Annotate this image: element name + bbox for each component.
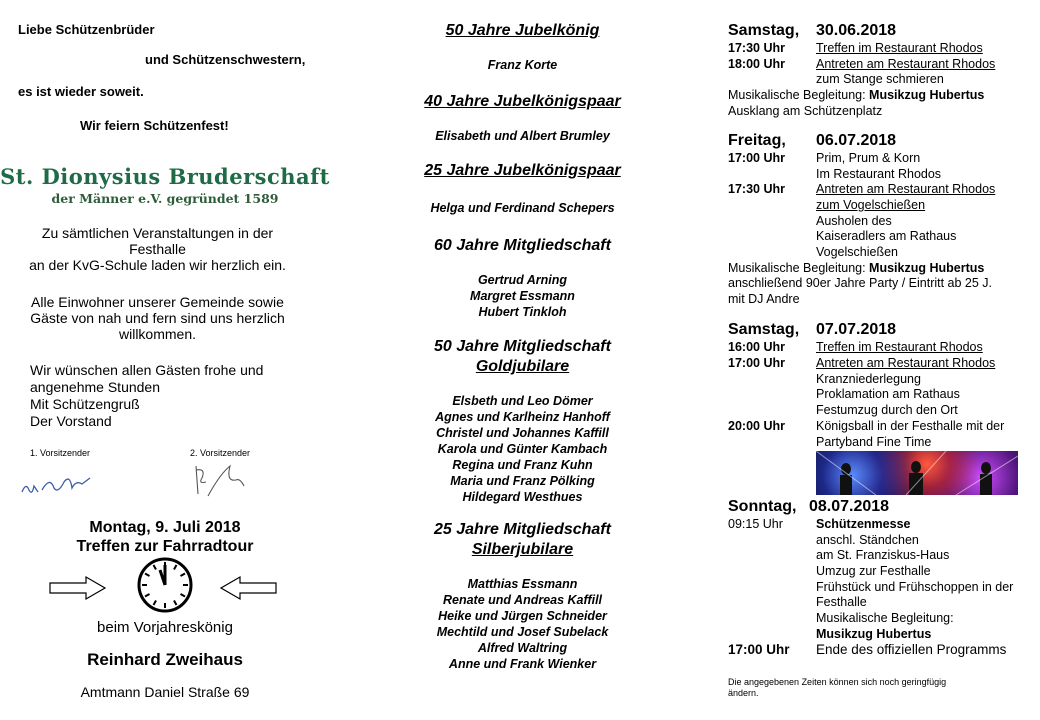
time: 17:30 Uhr <box>728 41 785 55</box>
band-photo-silhouettes <box>816 451 1018 495</box>
list-item: Mechtild und Josef Subelack <box>436 625 609 639</box>
list-item: Hildegard Westhues <box>462 490 583 504</box>
event: Umzug zur Festhalle <box>816 564 931 578</box>
list-item: Matthias Essmann <box>467 577 578 591</box>
honor-heading-5-line1: 50 Jahre Mitgliedschaft <box>434 338 611 355</box>
honor-heading-4: 60 Jahre Mitgliedschaft <box>434 237 611 254</box>
wishes-line: Mit Schützengruß <box>30 396 140 412</box>
honor-heading-5 <box>395 337 650 377</box>
wishes-line: angenehme Stunden <box>30 379 160 395</box>
list-item: Hubert Tinkloh <box>478 305 567 319</box>
music-line <box>728 88 1033 104</box>
time: 09:15 Uhr <box>728 517 783 531</box>
event: Treffen im Restaurant Rhodos <box>816 340 983 354</box>
event: Schützenmesse <box>816 517 911 531</box>
signature-1 <box>20 470 100 500</box>
org-subtitle: der Männer e.V. gegründet 1589 <box>51 191 279 206</box>
footnote-line: Die angegebenen Zeiten können sich noch geringfügig <box>728 677 947 687</box>
bike-tour-address: Amtmann Daniel Straße 69 <box>80 684 250 700</box>
invitation-text <box>0 225 315 273</box>
list-item: Elsbeth und Leo Dömer <box>452 394 593 408</box>
honor-heading-1: 50 Jahre Jubelkönig <box>445 22 600 39</box>
list-item: Christel und Johannes Kaffill <box>436 426 609 440</box>
schedule-row <box>728 104 1033 120</box>
honor-heading-5-line2: Goldjubilare <box>475 358 570 375</box>
bike-tour-date: Montag, 9. Juli 2018 <box>89 519 241 536</box>
time: 20:00 Uhr <box>728 419 785 433</box>
time: 17:30 Uhr <box>728 182 785 196</box>
signature-label-1: 1. Vorsitzender <box>30 448 91 458</box>
list-item: Alfred Waltring <box>477 641 568 655</box>
welcome-line: Alle Einwohner unserer Gemeinde sowie <box>31 294 284 310</box>
list-item: Karola und Günter Kambach <box>437 442 608 456</box>
event: am St. Franziskus-Haus <box>816 548 950 562</box>
event: Proklamation am Rathaus <box>816 387 960 401</box>
honor-names-2: Elisabeth und Albert Brumley <box>435 129 610 143</box>
greeting-line-3: es ist wieder soweit. <box>18 84 144 99</box>
event: Antreten am Restaurant Rhodos <box>816 57 996 71</box>
greeting-line-4: Wir feiern Schützenfest! <box>80 118 229 133</box>
list-item: Renate und Andreas Kaffill <box>442 593 603 607</box>
footnote <box>728 677 1028 699</box>
event: Kaiseradlers am Rathaus <box>816 229 957 243</box>
welcome-line: willkommen. <box>118 326 196 342</box>
list-item: Regina und Franz Kuhn <box>452 458 593 472</box>
day-3-date: 07.07.2018 <box>816 321 897 338</box>
wishes-text <box>30 362 263 430</box>
event: mit DJ Andre <box>728 292 800 306</box>
schedule-row <box>728 276 1033 292</box>
event: Antreten am Restaurant Rhodos <box>816 356 996 370</box>
welcome-line: Gäste von nah und fern sind uns herzlich <box>30 310 285 326</box>
list-item: Maria und Franz Pölking <box>450 474 595 488</box>
welcome-text <box>0 294 315 342</box>
list-item: Margret Essmann <box>470 289 575 303</box>
day-1-name: Samstag, <box>728 22 800 39</box>
org-name: St. Dionysius Bruderschaft <box>0 164 330 189</box>
honor-names-6 <box>395 576 650 672</box>
honor-names-4 <box>395 272 650 320</box>
bike-tour-host: Reinhard Zweihaus <box>87 650 243 669</box>
bike-tour-location-intro: beim Vorjahreskönig <box>97 619 233 636</box>
event: zum Stange schmieren <box>816 72 944 86</box>
honor-heading-6-line1: 25 Jahre Mitgliedschaft <box>434 521 611 538</box>
event: Ende des offiziellen Programms <box>816 642 1007 657</box>
event: Festhalle <box>816 595 867 609</box>
honor-heading-3: 25 Jahre Jubelkönigspaar <box>424 162 621 179</box>
invitation-line: Zu sämtlichen Veranstaltungen in der <box>41 225 274 241</box>
honor-heading-2: 40 Jahre Jubelkönigspaar <box>424 93 621 110</box>
music-line <box>728 261 1033 277</box>
greeting-line-2: und Schützenschwestern, <box>145 52 306 67</box>
footnote-line: ändern. <box>728 688 759 698</box>
arrow-right-icon <box>48 575 108 601</box>
event: Antreten am Restaurant Rhodos <box>816 182 996 196</box>
event: Treffen im Restaurant Rhodos <box>816 41 983 55</box>
event: Festumzug durch den Ort <box>816 403 958 417</box>
list-item: Gertrud Arning <box>477 273 568 287</box>
signature-label-2: 2. Vorsitzender <box>190 448 251 458</box>
honor-heading-6 <box>395 520 650 560</box>
day-4-name: Sonntag, <box>728 498 797 515</box>
list-item: Anne und Frank Wienker <box>448 657 597 671</box>
arrow-left-icon <box>218 575 278 601</box>
greeting-line-1: Liebe Schützenbrüder <box>18 22 155 37</box>
music-label: Musikalische Begleitung: <box>728 261 870 275</box>
event: anschließend 90er Jahre Party / Eintritt ab 25 J. <box>728 276 993 290</box>
day-2-name: Freitag, <box>728 132 786 149</box>
event: anschl. Ständchen <box>816 533 919 547</box>
event: Partyband Fine Time <box>816 435 932 449</box>
event: Ausholen des <box>816 214 892 228</box>
invitation-line: an der KvG-Schule laden wir herzlich ein. <box>29 257 286 273</box>
event: Königsball in der Festhalle mit der <box>816 419 1005 433</box>
event: zum Vogelschießen <box>816 198 926 212</box>
time: 17:00 Uhr <box>728 356 785 370</box>
bike-tour-heading <box>0 518 330 556</box>
time: 18:00 Uhr <box>728 57 785 71</box>
clock-icon <box>136 556 194 614</box>
event: Ausklang am Schützenplatz <box>728 104 883 118</box>
list-item: Agnes und Karlheinz Hanhoff <box>435 410 610 424</box>
honor-heading-6-line2: Silberjubilare <box>471 541 574 558</box>
event: Vogelschießen <box>816 245 899 259</box>
day-3-name: Samstag, <box>728 321 800 338</box>
schedule-row <box>728 292 1033 308</box>
day-1-date: 30.06.2018 <box>816 22 897 39</box>
schedule <box>728 0 1033 720</box>
invitation-line: Festhalle <box>129 241 186 257</box>
time: 16:00 Uhr <box>728 340 785 354</box>
bike-tour-title: Treffen zur Fahrradtour <box>76 538 254 555</box>
event: Musikzug Hubertus <box>816 627 932 641</box>
wishes-line: Wir wünschen allen Gästen frohe und <box>30 362 264 378</box>
event: Im Restaurant Rhodos <box>816 167 942 181</box>
day-2-date: 06.07.2018 <box>816 132 897 149</box>
event: Musikalische Begleitung: <box>816 611 954 625</box>
music-label: Musikalische Begleitung: <box>728 88 870 102</box>
time: 17:00 Uhr <box>728 642 790 657</box>
band-photo <box>816 451 1018 495</box>
event: Frühstück und Frühschoppen in der <box>816 580 1014 594</box>
honor-names-5 <box>395 393 650 505</box>
day-4-date: 08.07.2018 <box>809 498 890 515</box>
music-band: Musikzug Hubertus <box>869 261 985 275</box>
honor-names-3: Helga und Ferdinand Schepers <box>430 201 615 215</box>
list-item: Heike und Jürgen Schneider <box>438 609 607 623</box>
music-band: Musikzug Hubertus <box>869 88 985 102</box>
signature-2 <box>190 460 250 500</box>
time: 17:00 Uhr <box>728 151 785 165</box>
event: Prim, Prum & Korn <box>816 151 921 165</box>
wishes-line: Der Vorstand <box>30 413 112 429</box>
honor-names-1: Franz Korte <box>487 58 558 72</box>
event: Kranzniederlegung <box>816 372 921 386</box>
